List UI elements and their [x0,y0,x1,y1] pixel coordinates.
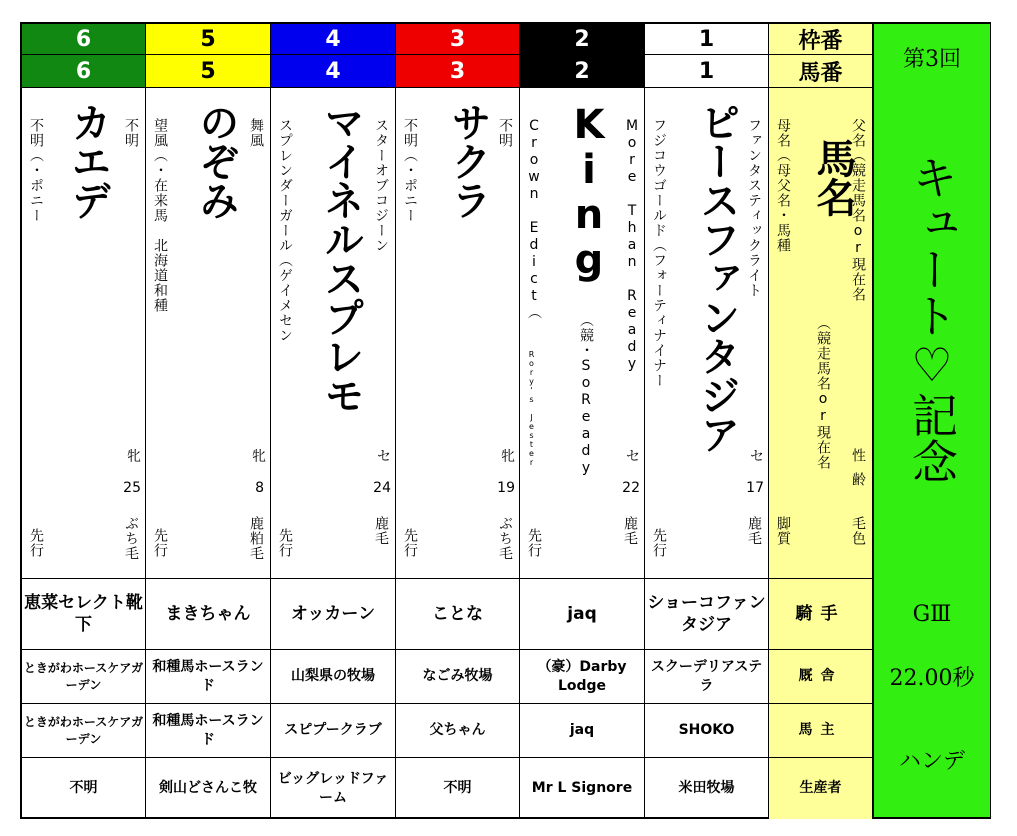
owner-2: jaq [520,704,645,758]
legend-card [769,88,873,579]
style: 先行 [277,528,293,558]
breeder-6: 不明 [22,758,146,819]
breeder-5: 剣山どさんこ牧 [146,758,271,819]
waku-3: 3 [396,24,520,55]
jockey-6: 恵菜セレクト靴下 [22,579,146,650]
horse-card-1 [645,88,769,579]
horse-card-5 [146,88,271,579]
legend-name: 馬名 [810,138,856,216]
horse-card-6 [22,88,146,579]
stable-1: スクーデリアステラ [645,650,769,704]
sex: 牝 [501,449,515,465]
umaban-4: 4 [271,55,396,88]
horse-name: マイネルスプレモ [318,102,364,414]
stable-5: 和種馬ホースランド [146,650,271,704]
breeder-2: Mr L Signore [520,758,645,819]
style: 先行 [402,528,418,558]
waku-1: 1 [645,24,769,55]
mother: 不明（・ポニー [28,118,44,223]
horse-name: King [566,102,612,282]
race-name: キュート♡記念 [905,154,959,484]
stable-2: （豪）Darby Lodge [520,650,645,704]
owner-6: ときがわホースケアガーデン [22,704,146,758]
horse-card-3 [396,88,520,579]
legend-father: 父名（競走馬名or現在名 [850,118,866,302]
legend-sex-age: 性齢 [850,448,866,496]
coat: 鹿毛 [746,516,762,546]
owner-3: 父ちゃん [396,704,520,758]
age: 24 [373,480,391,496]
father: 不明 [123,118,139,148]
age: 25 [123,480,141,496]
race-number: 第3回 [903,47,961,72]
waku-2: 2 [520,24,645,55]
legend-coat: 毛色 [850,516,866,546]
horse-name: サクラ [445,102,491,219]
mother: スプレンダーガール（ゲイメセン [277,118,293,343]
horse-name: のぞみ [193,102,239,219]
coat: 鹿毛 [622,516,638,546]
breeder-4: ビッグレッドファーム [271,758,396,819]
owner-4: スピプークラブ [271,704,396,758]
style: 先行 [526,528,542,558]
age: 19 [497,480,515,496]
horse-name-note: （競・SoReady [578,313,594,477]
stable-4: 山梨県の牧場 [271,650,396,704]
race-card [20,22,991,819]
style: 先行 [152,528,168,558]
jockey-label: 騎手 [769,579,873,650]
mother-sire: Rory's Jester [527,350,536,467]
breeder-label: 生産者 [769,758,873,819]
breeder-3: 不明 [396,758,520,819]
waku-label: 枠番 [769,24,873,55]
jockey-2: jaq [520,579,645,650]
coat: 鹿毛 [373,516,389,546]
sex: セ [377,449,391,465]
sex: セ [626,449,640,465]
race-grade: GⅢ [912,602,952,627]
owner-1: SHOKO [645,704,769,758]
umaban-label: 馬番 [769,55,873,88]
age: 8 [255,480,264,496]
horse-name: ピースファンタジア [694,102,740,453]
father: スターオブコジーン [373,118,389,253]
father: ファンタスティックライト [746,118,762,298]
legend-name-note: （競走馬名or現在名 [815,316,831,470]
owner-label: 馬主 [769,704,873,758]
father: 舞風 [248,118,264,148]
coat: ぶち毛 [123,516,139,561]
father: 不明 [497,118,513,148]
horse-card-2 [520,88,645,579]
breeder-1: 米田牧場 [645,758,769,819]
style: 先行 [28,528,44,558]
jockey-4: オッカーン [271,579,396,650]
mother: 望風（・在来馬 北海道和種 [152,118,168,313]
umaban-1: 1 [645,55,769,88]
legend-style: 脚質 [775,516,791,546]
sex: 牝 [127,449,141,465]
waku-5: 5 [146,24,271,55]
mother: フジコウゴールド（フォーティナイナー [651,118,667,388]
owner-5: 和種馬ホースランド [146,704,271,758]
age: 22 [622,480,640,496]
legend-mother: 母名（母父名・馬種 [775,118,791,253]
coat: 鹿粕毛 [248,516,264,561]
horse-name: カエデ [65,102,111,219]
stable-3: なごみ牧場 [396,650,520,704]
coat: ぶち毛 [497,516,513,561]
stable-6: ときがわホースケアガーデン [22,650,146,704]
mother: Crown Edict（ [526,118,542,320]
race-time: 22.00秒 [889,666,975,691]
umaban-3: 3 [396,55,520,88]
race-panel [873,24,990,817]
umaban-6: 6 [22,55,146,88]
waku-4: 4 [271,24,396,55]
age: 17 [746,480,764,496]
umaban-2: 2 [520,55,645,88]
sex: 牝 [252,449,266,465]
style: 先行 [651,528,667,558]
race-handicap: ハンデ [898,749,965,774]
jockey-3: ことな [396,579,520,650]
father: More Than Ready [624,118,640,373]
waku-6: 6 [22,24,146,55]
umaban-5: 5 [146,55,271,88]
jockey-1: ショーコファンタジア [645,579,769,650]
sex: セ [750,449,764,465]
stable-label: 厩舎 [769,650,873,704]
horse-card-4 [271,88,396,579]
jockey-5: まきちゃん [146,579,271,650]
mother: 不明（・ポニー [402,118,418,223]
